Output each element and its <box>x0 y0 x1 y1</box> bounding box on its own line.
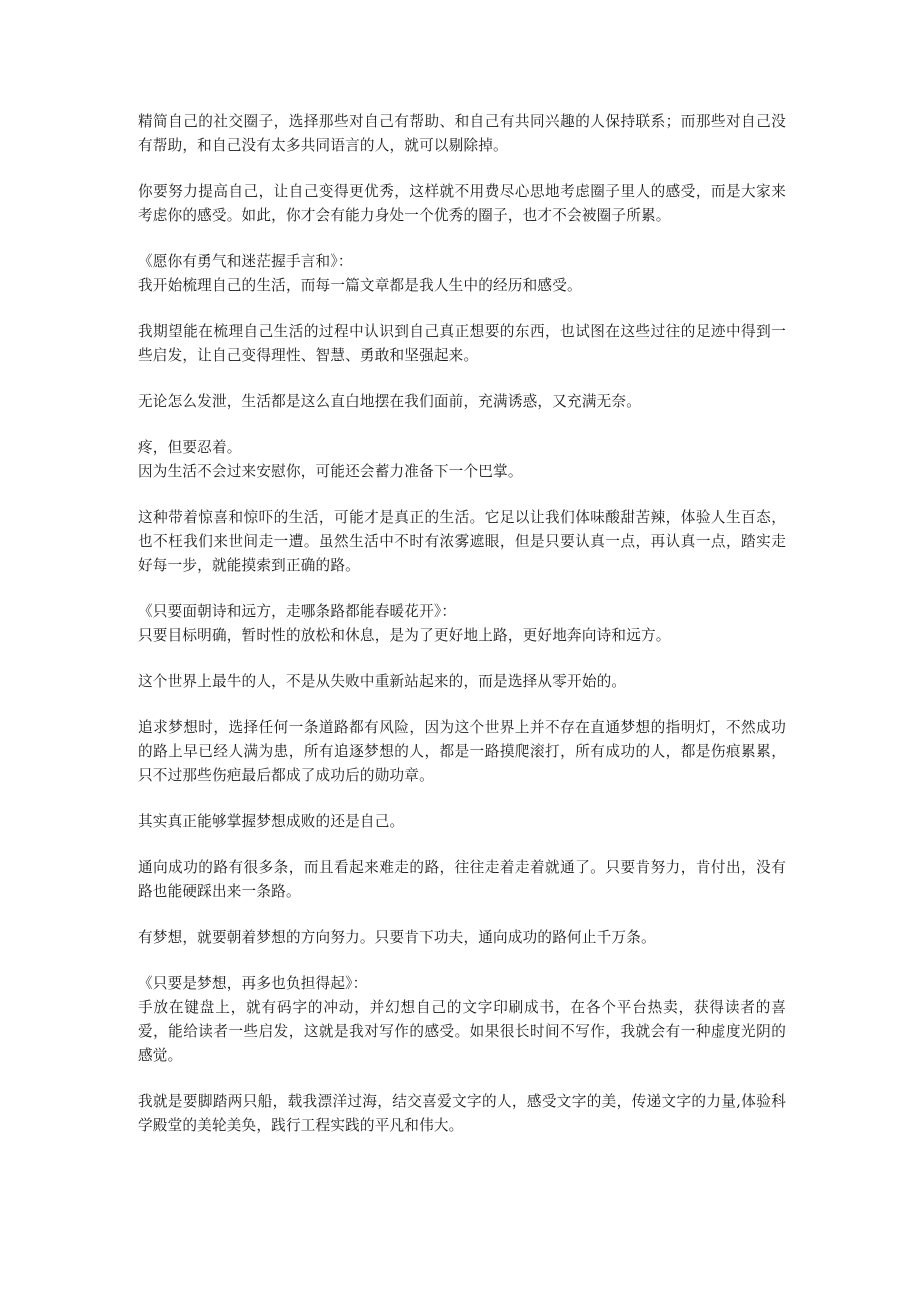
paragraph <box>138 670 786 694</box>
paragraph <box>138 320 786 368</box>
paragraph-line: 我期望能在梳理自己生活的过程中认识到自己真正想要的东西，也试图在这些过往的足迹中得到一些启发，让自己变得理性、智慧、勇敢和坚强起来。 <box>138 323 786 364</box>
section-title: 《只要是梦想，再多也负担得起》： <box>138 975 368 992</box>
paragraph <box>138 926 786 950</box>
paragraph-line: 只要目标明确，暂时性的放松和休息，是为了更好地上路，更好地奔向诗和远方。 <box>138 627 671 644</box>
paragraph <box>138 972 786 1068</box>
paragraph-line: 我开始梳理自己的生活，而每一篇文章都是我人生中的经历和感受。 <box>138 277 582 294</box>
paragraph <box>138 810 786 834</box>
paragraph <box>138 436 786 484</box>
paragraph-line: 这种带着惊喜和惊吓的生活，可能才是真正的生活。它足以让我们体味酸甜苦辣，体验人生百态，也不枉我们来世间走一遭。虽然生活中不时有浓雾遮眼，但是只要认真一点，再认真一点，踏实走好每一步，就能摸索到正确的路。 <box>138 509 786 574</box>
paragraph <box>138 600 786 648</box>
paragraph <box>138 390 786 414</box>
document-page <box>138 110 786 1160</box>
paragraph <box>138 1090 786 1138</box>
paragraph-line: 因为生活不会过来安慰你，可能还会蓄力准备下一个巴掌。 <box>138 463 523 480</box>
paragraph-line: 通向成功的路有很多条，而且看起来难走的路，往往走着走着就通了。只要肯努力，肯付出，没有路也能硬踩出来一条路。 <box>138 859 786 900</box>
paragraph-line: 手放在键盘上，就有码字的冲动，并幻想自己的文字印刷成书，在各个平台热卖，获得读者的喜爱，能给读者一些启发，这就是我对写作的感受。如果很长时间不写作，我就会有一种虚度光阴的感觉。 <box>138 999 786 1064</box>
paragraph-line: 这个世界上最牛的人，不是从失败中重新站起来的，而是选择从零开始的。 <box>138 673 627 690</box>
paragraph-line: 其实真正能够掌握梦想成败的还是自己。 <box>138 813 405 830</box>
paragraph-line: 无论怎么发泄，生活都是这么直白地摆在我们面前，充满诱惑，又充满无奈。 <box>138 393 641 410</box>
paragraph-line: 疼，但要忍着。 <box>138 439 242 456</box>
paragraph <box>138 506 786 578</box>
paragraph-line: 你要努力提高自己，让自己变得更优秀，这样就不用费尽心思地考虑圈子里人的感受，而是大家来考虑你的感受。如此，你才会有能力身处一个优秀的圈子，也才不会被圈子所累。 <box>138 183 786 224</box>
paragraph <box>138 180 786 228</box>
section-title: 《只要面朝诗和远方，走哪条路都能春暖花开》： <box>138 603 457 620</box>
section-title: 《愿你有勇气和迷茫握手言和》： <box>138 253 353 270</box>
paragraph-line: 我就是要脚踏两只船，载我漂洋过海，结交喜爱文字的人，感受文字的美，传递文字的力量,体验科学殿堂的美轮美奂，践行工程实践的平凡和伟大。 <box>138 1093 786 1134</box>
paragraph-line: 追求梦想时，选择任何一条道路都有风险，因为这个世界上并不存在直通梦想的指明灯，不然成功的路上早已经人满为患，所有追逐梦想的人，都是一路摸爬滚打，所有成功的人，都是伤痕累累，只不过那些伤疤最后都成了成功后的勋功章。 <box>138 719 786 784</box>
paragraph <box>138 716 786 788</box>
paragraph-line: 有梦想，就要朝着梦想的方向努力。只要肯下功夫，通向成功的路何止千万条。 <box>138 929 656 946</box>
paragraph <box>138 856 786 904</box>
paragraph <box>138 250 786 298</box>
paragraph <box>138 110 786 158</box>
paragraph-line: 精简自己的社交圈子，选择那些对自己有帮助、和自己有共同兴趣的人保持联系；而那些对自己没有帮助，和自己没有太多共同语言的人，就可以剔除掉。 <box>138 113 786 154</box>
